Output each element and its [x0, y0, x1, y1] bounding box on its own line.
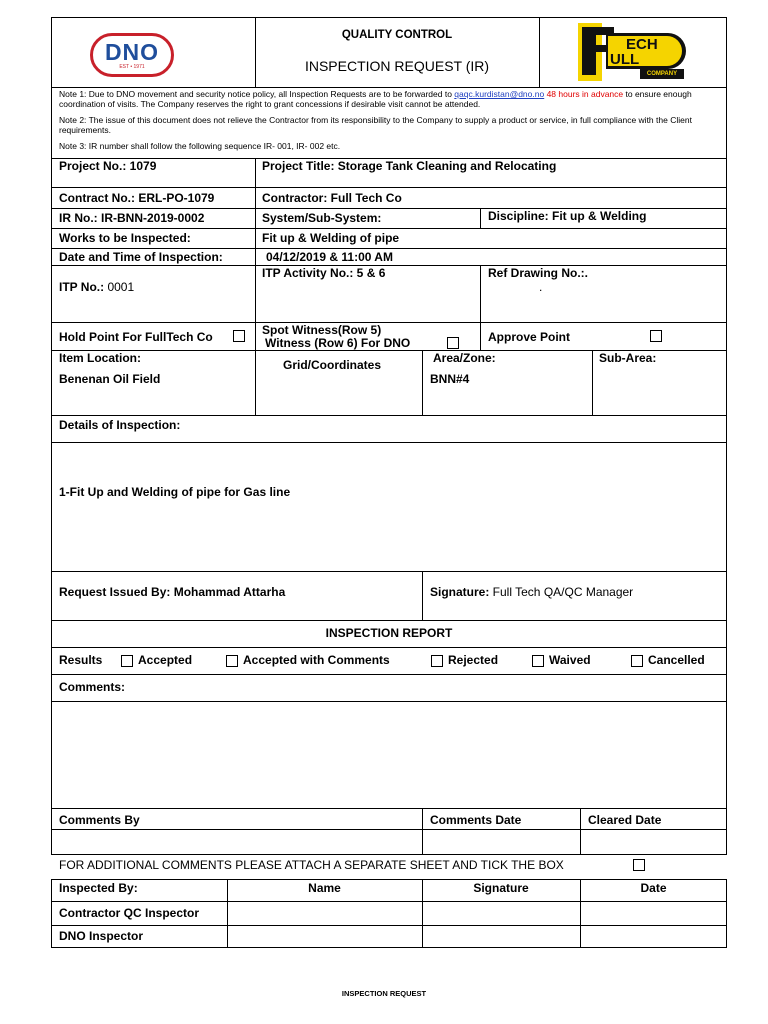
divider [422, 808, 423, 855]
divider [51, 674, 727, 675]
divider [422, 571, 423, 620]
fulltech-logo [578, 23, 688, 83]
accepted-with-comments-label: Accepted with Comments [243, 653, 390, 667]
contract-no: Contract No.: ERL-PO-1079 [59, 191, 215, 205]
sub-area-label: Sub-Area: [599, 351, 657, 365]
additional-comments-note: FOR ADDITIONAL COMMENTS PLEASE ATTACH A SEPARATE SHEET AND TICK THE BOX [59, 858, 564, 872]
divider [51, 901, 727, 902]
item-location-label: Item Location: [59, 351, 142, 365]
ir-no: IR No.: IR-BNN-2019-0002 [59, 211, 205, 225]
spot-witness-label: Spot Witness(Row 5) [262, 323, 382, 337]
approve-point-checkbox[interactable] [650, 330, 662, 342]
contractor-qc-inspector: Contractor QC Inspector [59, 906, 200, 920]
fulltech-logo-ech: ECH [626, 36, 658, 53]
note-3: Note 3: IR number shall follow the following sequence IR- 001, IR- 002 etc. [59, 141, 341, 151]
hold-point-checkbox[interactable] [233, 330, 245, 342]
additional-comments-checkbox[interactable] [633, 859, 645, 871]
system-sub-system: System/Sub-System: [262, 211, 382, 225]
fulltech-logo-full: ULL [610, 51, 640, 68]
divider [51, 571, 727, 572]
cleared-date-label: Cleared Date [588, 813, 662, 827]
issued-by: Request Issued By: Mohammad Attarha [59, 585, 286, 599]
witness-checkbox[interactable] [447, 337, 459, 349]
divider [51, 415, 727, 416]
cancelled-checkbox[interactable] [631, 655, 643, 667]
datetime-label: Date and Time of Inspection: [59, 250, 223, 264]
divider [51, 87, 727, 88]
comments-date-label: Comments Date [430, 813, 522, 827]
discipline: Discipline: Fit up & Welding [488, 209, 647, 223]
divider [422, 350, 423, 415]
area-zone-value: BNN#4 [430, 372, 470, 386]
signature-header: Signature [473, 881, 529, 895]
quality-control-label: QUALITY CONTROL [341, 29, 453, 41]
dno-logo [90, 33, 174, 77]
fulltech-logo-company: COMPANY [646, 71, 678, 77]
comments-label: Comments: [59, 680, 126, 694]
divider [51, 265, 727, 266]
waived-label: Waived [549, 653, 591, 667]
name-header: Name [308, 881, 341, 895]
email-link[interactable]: qaqc.kurdistan@dno.no [454, 89, 545, 99]
footer-title: INSPECTION REQUEST [341, 989, 427, 998]
hold-point-label: Hold Point For FullTech Co [59, 330, 213, 344]
works-label: Works to be Inspected: [59, 231, 191, 245]
datetime-value: 04/12/2019 & 11:00 AM [266, 250, 393, 264]
note-2: Note 2: The issue of this document does not relieve the Contractor from its responsibility to the Company to supply a product or service, in full compliance with the Client requirements. [59, 115, 692, 135]
form-title: INSPECTION REQUEST (IR) [304, 58, 490, 74]
divider [539, 17, 540, 87]
signature: Signature: Full Tech QA/QC Manager [430, 585, 634, 599]
dno-logo-sub: EST • 1971 [119, 64, 145, 70]
ref-drawing-dot: . [539, 280, 543, 294]
divider [480, 265, 481, 350]
results-label: Results [59, 653, 103, 667]
dno-logo-text: DNO [104, 39, 160, 65]
comments-by-label: Comments By [59, 813, 140, 827]
date-header: Date [640, 881, 667, 895]
divider [480, 208, 481, 228]
contractor: Contractor: Full Tech Co [262, 191, 402, 205]
waived-checkbox[interactable] [532, 655, 544, 667]
inspected-by-label: Inspected By: [59, 881, 138, 895]
dno-inspector: DNO Inspector [59, 929, 144, 943]
accepted-label: Accepted [138, 653, 193, 667]
rejected-label: Rejected [448, 653, 499, 667]
accepted-checkbox[interactable] [121, 655, 133, 667]
ref-drawing: Ref Drawing No.:. [488, 266, 589, 280]
item-location-value: Benenan Oil Field [59, 372, 161, 386]
details-label: Details of Inspection: [59, 418, 181, 432]
divider [51, 808, 727, 809]
project-title: Project Title: Storage Tank Cleaning and Relocating [262, 159, 557, 173]
grid-coordinates: Grid/Coordinates [283, 358, 382, 372]
itp-activity: ITP Activity No.: 5 & 6 [262, 266, 386, 280]
divider [51, 829, 727, 830]
divider [51, 228, 727, 229]
divider [592, 350, 593, 415]
accepted-with-comments-checkbox[interactable] [226, 655, 238, 667]
area-zone-label: Area/Zone: [433, 351, 496, 365]
divider [580, 808, 581, 855]
witness-dno-label: Witness (Row 6) For DNO [265, 336, 411, 350]
divider [51, 322, 727, 323]
project-no: Project No.: 1079 [59, 159, 157, 173]
approve-point-label: Approve Point [488, 330, 571, 344]
divider [51, 442, 727, 443]
divider [51, 701, 727, 702]
divider [51, 248, 727, 249]
rejected-checkbox[interactable] [431, 655, 443, 667]
divider [51, 187, 727, 188]
itp-no: ITP No.: 0001 [59, 280, 135, 294]
details-value: 1-Fit Up and Welding of pipe for Gas line [59, 485, 291, 499]
divider [255, 159, 256, 415]
divider [51, 925, 727, 926]
cancelled-label: Cancelled [648, 653, 705, 667]
note-1: Note 1: Due to DNO movement and security notice policy, all Inspection Requests are to be forwarded to qaqc.kurdistan@dno.no 48 hours in advance to ensure enough coordination of visits. The Company reserves the right to grant concessions if desirable visit cannot be attended. [59, 89, 692, 109]
divider [51, 620, 727, 621]
divider [51, 647, 727, 648]
inspection-report-title: INSPECTION REPORT [325, 626, 453, 640]
works-value: Fit up & Welding of pipe [262, 231, 400, 245]
